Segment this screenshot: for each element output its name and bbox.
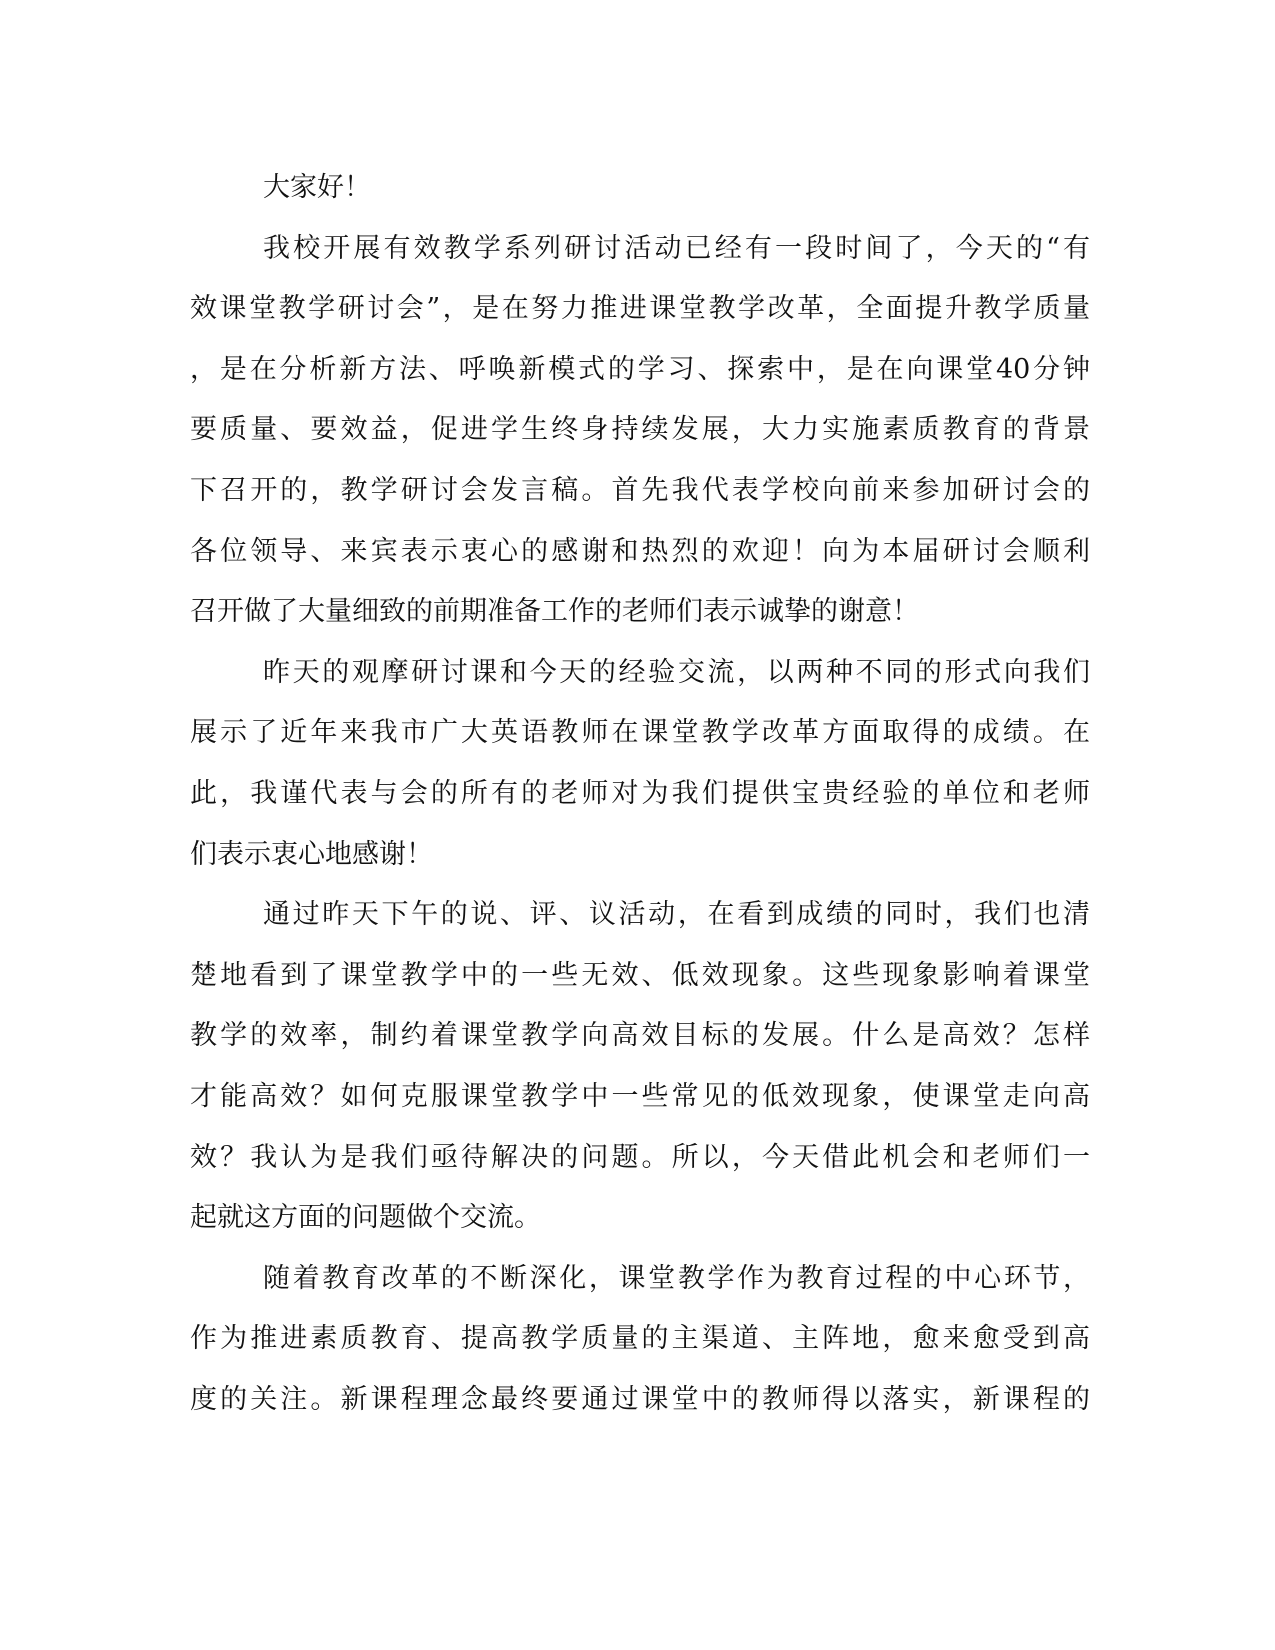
text-line: ，是在分析新方法、呼唤新模式的学习、探索中，是在向课堂40分钟 [190, 353, 1090, 385]
text-line: 我校开展有效教学系列研讨活动已经有一段时间了，今天的“有 [263, 232, 1090, 264]
text-line: 下召开的，教学研讨会发言稿。首先我代表学校向前来参加研讨会的 [190, 474, 1090, 506]
text-line: 们表示衷心地感谢！ [190, 838, 433, 870]
text-line: 此，我谨代表与会的所有的老师对为我们提供宝贵经验的单位和老师 [190, 777, 1090, 809]
text-line: 效课堂教学研讨会”，是在努力推进课堂教学改革，全面提升教学质量 [190, 293, 1090, 325]
text-line: 效？我认为是我们亟待解决的问题。所以，今天借此机会和老师们一 [190, 1141, 1090, 1173]
text-line: 楚地看到了课堂教学中的一些无效、低效现象。这些现象影响着课堂 [190, 959, 1090, 991]
text-line: 作为推进素质教育、提高教学质量的主渠道、主阵地，愈来愈受到高 [190, 1323, 1090, 1355]
text-line: 度的关注。新课程理念最终要通过课堂中的教师得以落实，新课程的 [190, 1383, 1090, 1415]
text-line: 随着教育改革的不断深化，课堂教学作为教育过程的中心环节， [263, 1262, 1090, 1294]
text-line: 昨天的观摩研讨课和今天的经验交流，以两种不同的形式向我们 [263, 656, 1090, 688]
text-line: 才能高效？如何克服课堂教学中一些常见的低效现象，使课堂走向高 [190, 1080, 1090, 1112]
text-line: 要质量、要效益，促进学生终身持续发展，大力实施素质教育的背景 [190, 414, 1090, 446]
text-line: 教学的效率，制约着课堂教学向高效目标的发展。什么是高效？怎样 [190, 1020, 1090, 1052]
text-line: 各位领导、来宾表示衷心的感谢和热烈的欢迎！向为本届研讨会顺利 [190, 535, 1090, 567]
text-line: 大家好！ [263, 172, 371, 203]
text-line: 展示了近年来我市广大英语教师在课堂教学改革方面取得的成绩。在 [190, 717, 1090, 749]
text-line: 召开做了大量细致的前期准备工作的老师们表示诚挚的谢意！ [190, 596, 919, 628]
text-line: 通过昨天下午的说、评、议活动，在看到成绩的同时，我们也清 [263, 899, 1090, 931]
document-body [190, 158, 1090, 1430]
text-line: 起就这方面的问题做个交流。 [190, 1202, 541, 1234]
